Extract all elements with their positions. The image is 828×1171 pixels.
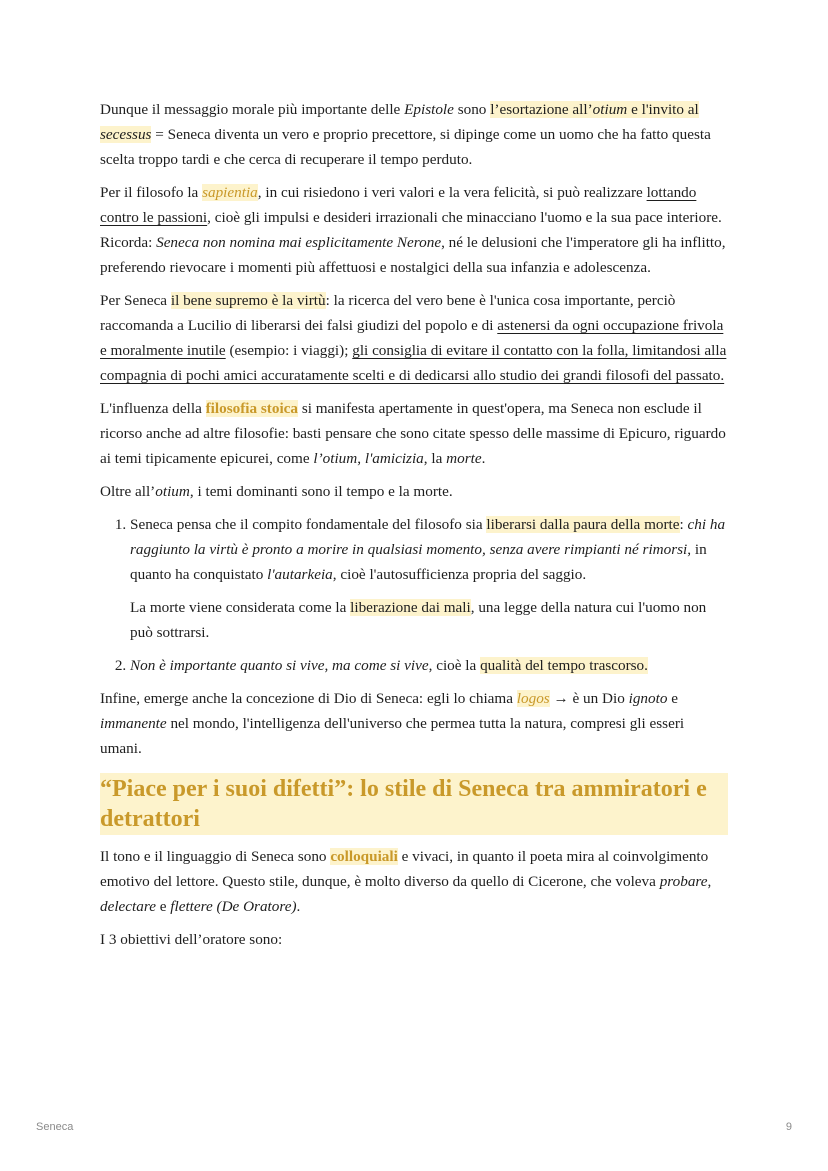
- highlight-bene-supremo: il bene supremo è la virtù: [170, 292, 326, 309]
- paragraph-obiettivi: I 3 obiettivi dell’oratore sono:: [100, 931, 283, 948]
- text: si manifesta apertamente in quest'opera, ma Seneca non esclude il ricorso anche ad altre filosofie: basti pensare che sono citate spesso delle massime di Epicuro, riguardo ai temi tipicamente epicurei, come: [100, 400, 726, 467]
- text: , cioè la: [428, 657, 481, 674]
- text-italic: otium: [592, 101, 628, 118]
- text: La morte viene considerata come la: [130, 599, 351, 616]
- text: .: [481, 450, 486, 467]
- text-italic: Seneca non nomina mai esplicitamente Nerone: [156, 234, 442, 251]
- text: nel mondo, l'intelligenza dell'universo che permea tutta la natura, compresi gli esseri umani.: [100, 715, 685, 757]
- text: , la: [423, 450, 447, 467]
- paragraph-bene-supremo: [100, 288, 728, 388]
- text: , i temi dominanti sono il tempo e la morte.: [189, 483, 453, 500]
- paragraph-stile: [100, 844, 728, 919]
- text-italic: ignoto: [628, 690, 668, 707]
- text: e l'invito al: [627, 101, 699, 118]
- text: ,: [707, 873, 712, 890]
- text: Il tono e il linguaggio di Seneca sono: [100, 848, 331, 865]
- text-italic: otium: [155, 483, 190, 500]
- text: Oltre all’: [100, 483, 156, 500]
- page-body: [100, 97, 728, 960]
- underline-passioni: lottando contro le passioni: [100, 184, 697, 226]
- paragraph-filosofia-stoica: [100, 396, 728, 471]
- text-italic: morte: [446, 450, 482, 467]
- paragraph-logos: [100, 686, 728, 761]
- text-italic: l'amicizia: [364, 450, 424, 467]
- text-italic: secessus: [100, 126, 152, 143]
- list-item-text: [130, 653, 728, 678]
- text: e: [155, 898, 171, 915]
- text-italic: immanente: [100, 715, 167, 732]
- underline-astenersi: astenersi da ogni occupazione frivola e moralmente inutile: [100, 317, 724, 359]
- highlight-liberazione-mali: liberazione dai mali: [350, 599, 471, 616]
- text: .: [296, 898, 301, 915]
- list-item-subparagraph: [130, 595, 728, 645]
- highlight-logos: logos: [516, 690, 550, 707]
- list-item-text: [130, 512, 728, 587]
- text-italic: Epistole: [404, 101, 454, 118]
- paragraph-sapientia: [100, 180, 728, 280]
- text-italic: Non è importante quanto si vive, ma come si vive: [130, 657, 429, 674]
- text: = Seneca diventa un vero e proprio precettore, si dipinge come un uomo che ha fatto questa scelta troppo tardi e che cerca di recuperare il tempo perduto.: [100, 126, 711, 168]
- page-number: 9: [785, 1121, 792, 1133]
- text: L'influenza della: [100, 400, 206, 417]
- paragraph-temi-dominanti: [100, 479, 728, 504]
- text-italic: l'autarkeia: [267, 566, 333, 583]
- paragraph-epistole-message: [100, 97, 728, 172]
- text: Seneca pensa che il compito fondamentale del filosofo sia: [130, 516, 487, 533]
- text: sono: [453, 101, 491, 118]
- text-italic: l’otium: [313, 450, 358, 467]
- text: l’esortazione all’: [490, 101, 593, 118]
- footer-title: Seneca: [36, 1121, 74, 1133]
- text: : la ricerca del vero bene è l'unica cosa importante, perciò raccomanda a Lucilio di liberarsi dei falsi giudizi del popolo e di: [100, 292, 676, 334]
- text: e vivaci, in quanto il poeta mira al coinvolgimento emotivo del lettore. Questo stile, dunque, è molto diverso da quello di Cicerone, che voleva: [100, 848, 709, 890]
- text: Per il filosofo la: [100, 184, 203, 201]
- text: , in quanto ha conquistato: [130, 541, 707, 583]
- text-italic: chi ha raggiunto la virtù è pronto a morire in qualsiasi momento, senza avere rimpianti né rimorsi: [130, 516, 726, 558]
- text: :: [679, 516, 688, 533]
- text: Per Seneca: [100, 292, 171, 309]
- underline-folla: gli consiglia di evitare il contatto con la folla, limitandosi alla compagnia di pochi amici accuratamente scelti e di dedicarsi allo studio dei grandi filosofi del passato.: [100, 342, 727, 384]
- text: , né le delusioni che l'imperatore gli ha inflitto, preferendo rievocare i momenti più affettuosi e nostalgici della sua infanzia e adolescenza.: [100, 234, 726, 276]
- section-heading: “Piace per i suoi difetti”: lo stile di Seneca tra ammiratori e detrattori: [100, 773, 728, 835]
- keyword-colloquiali: colloquiali: [330, 848, 398, 865]
- text: Dunque il messaggio morale più importante delle: [100, 101, 405, 118]
- keyword-filosofia-stoica: filosofia stoica: [205, 400, 299, 417]
- list-item: [130, 512, 728, 645]
- text: ,: [357, 450, 365, 467]
- list-item: [130, 653, 728, 678]
- text-italic: delectare: [100, 898, 156, 915]
- text: , cioè gli impulsi e desideri irrazionali che minacciano l'uomo e la sua pace interiore. Ricorda:: [100, 209, 722, 251]
- text: → è un Dio: [549, 690, 629, 707]
- highlight-sapientia: sapientia: [202, 184, 258, 201]
- text: , cioè l'autosufficienza propria del saggio.: [332, 566, 587, 583]
- text-italic: flettere (De Oratore): [170, 898, 297, 915]
- text-italic: probare: [659, 873, 708, 890]
- text: , in cui risiedono i veri valori e la vera felicità, si può realizzare: [257, 184, 647, 201]
- text: , una legge della natura cui l'uomo non può sottrarsi.: [130, 599, 707, 641]
- text: e: [667, 690, 678, 707]
- numbered-list: [100, 512, 728, 678]
- highlight-paura-morte: liberarsi dalla paura della morte: [486, 516, 680, 533]
- text: (esempio: i viaggi);: [225, 342, 353, 359]
- highlight-qualita-tempo: qualità del tempo trascorso.: [480, 657, 648, 674]
- text: Infine, emerge anche la concezione di Dio di Seneca: egli lo chiama: [100, 690, 517, 707]
